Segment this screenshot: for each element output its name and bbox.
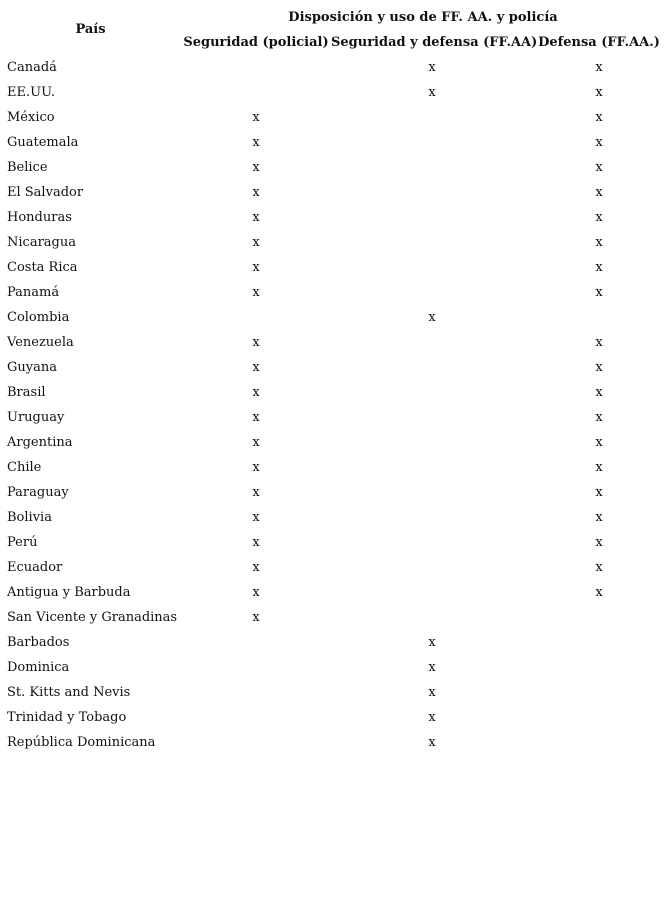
mark-seguridad: x — [252, 610, 260, 625]
mark-seguridad: x — [252, 435, 260, 450]
mark-seguridad-defensa: x — [428, 85, 436, 100]
mark-defensa — [533, 605, 665, 630]
mark-seguridad-defensa: x — [428, 710, 436, 725]
table-row — [0, 280, 665, 305]
mark-seguridad-defensa — [331, 505, 533, 530]
mark-seguridad: x — [252, 385, 260, 400]
mark-seguridad: x — [252, 210, 260, 225]
country-name: Perú — [7, 535, 38, 550]
country-name: San Vicente y Granadinas — [7, 610, 178, 625]
column-header-seguridad-defensa: Seguridad y defensa (FF.AA) — [331, 35, 538, 50]
country-column-header: País — [75, 22, 106, 37]
mark-seguridad — [181, 730, 331, 755]
table-row — [0, 430, 665, 455]
mark-seguridad-defensa — [331, 605, 533, 630]
mark-defensa: x — [595, 335, 603, 350]
mark-seguridad — [181, 80, 331, 105]
group-column-header: Disposición y uso de FF. AA. y policía — [288, 9, 558, 25]
country-name: Honduras — [7, 210, 72, 225]
mark-seguridad-defensa — [331, 280, 533, 305]
mark-seguridad-defensa: x — [428, 660, 436, 675]
country-name: Colombia — [7, 310, 70, 325]
mark-seguridad-defensa: x — [428, 635, 436, 650]
mark-seguridad — [181, 305, 331, 330]
country-name: Chile — [7, 460, 42, 475]
table-row — [0, 330, 665, 355]
mark-seguridad: x — [252, 585, 260, 600]
mark-defensa: x — [595, 435, 603, 450]
table-row — [0, 605, 665, 630]
mark-seguridad — [181, 705, 331, 730]
mark-defensa — [533, 705, 665, 730]
country-name: Canadá — [7, 60, 57, 75]
table-row — [0, 480, 665, 505]
mark-seguridad: x — [252, 110, 260, 125]
mark-defensa — [533, 655, 665, 680]
mark-defensa — [533, 630, 665, 655]
header-row-group — [0, 4, 665, 30]
mark-seguridad — [181, 55, 331, 80]
mark-defensa — [533, 730, 665, 755]
table-row — [0, 555, 665, 580]
table-row — [0, 80, 665, 105]
country-name: Guatemala — [7, 135, 79, 150]
country-name: Guyana — [7, 360, 57, 375]
table-row — [0, 580, 665, 605]
mark-seguridad: x — [252, 285, 260, 300]
table-row — [0, 505, 665, 530]
mark-seguridad-defensa — [331, 455, 533, 480]
mark-defensa: x — [595, 385, 603, 400]
table-row — [0, 55, 665, 80]
mark-seguridad: x — [252, 410, 260, 425]
mark-seguridad-defensa — [331, 180, 533, 205]
mark-seguridad: x — [252, 535, 260, 550]
table-row — [0, 205, 665, 230]
mark-seguridad: x — [252, 185, 260, 200]
mark-defensa — [533, 680, 665, 705]
mark-seguridad-defensa — [331, 405, 533, 430]
mark-seguridad-defensa — [331, 355, 533, 380]
country-name: EE.UU. — [7, 85, 55, 100]
mark-defensa: x — [595, 285, 603, 300]
mark-seguridad: x — [252, 135, 260, 150]
mark-seguridad-defensa — [331, 430, 533, 455]
table-row — [0, 730, 665, 755]
mark-defensa: x — [595, 260, 603, 275]
mark-seguridad-defensa: x — [428, 310, 436, 325]
table-row — [0, 130, 665, 155]
mark-defensa: x — [595, 235, 603, 250]
country-name: Uruguay — [7, 410, 65, 425]
mark-defensa: x — [595, 160, 603, 175]
table-row — [0, 530, 665, 555]
table-header — [0, 4, 665, 55]
country-name: Panamá — [7, 285, 60, 300]
mark-seguridad-defensa — [331, 155, 533, 180]
table-row — [0, 705, 665, 730]
mark-seguridad: x — [252, 560, 260, 575]
mark-seguridad-defensa: x — [428, 685, 436, 700]
table-row — [0, 105, 665, 130]
table-row — [0, 180, 665, 205]
country-name: Ecuador — [7, 560, 63, 575]
country-name: Antigua y Barbuda — [7, 585, 131, 600]
country-name: República Dominicana — [7, 735, 156, 750]
mark-defensa: x — [595, 135, 603, 150]
mark-defensa: x — [595, 510, 603, 525]
country-name: Venezuela — [7, 335, 74, 350]
mark-seguridad-defensa — [331, 105, 533, 130]
mark-seguridad-defensa — [331, 255, 533, 280]
mark-seguridad-defensa — [331, 205, 533, 230]
country-name: Dominica — [7, 660, 70, 675]
table-row — [0, 305, 665, 330]
country-name: Costa Rica — [7, 260, 78, 275]
table-row — [0, 455, 665, 480]
mark-seguridad: x — [252, 160, 260, 175]
mark-defensa: x — [595, 410, 603, 425]
mark-seguridad-defensa: x — [428, 60, 436, 75]
mark-seguridad: x — [252, 485, 260, 500]
mark-seguridad — [181, 655, 331, 680]
mark-defensa: x — [595, 560, 603, 575]
mark-seguridad-defensa — [331, 580, 533, 605]
forces-usage-table — [0, 4, 665, 755]
mark-seguridad: x — [252, 360, 260, 375]
mark-seguridad-defensa — [331, 380, 533, 405]
mark-seguridad-defensa — [331, 130, 533, 155]
mark-defensa: x — [595, 360, 603, 375]
mark-seguridad-defensa — [331, 555, 533, 580]
mark-defensa: x — [595, 210, 603, 225]
mark-seguridad: x — [252, 260, 260, 275]
mark-defensa: x — [595, 60, 603, 75]
column-header-defensa: Defensa (FF.AA.) — [538, 35, 660, 50]
mark-seguridad — [181, 680, 331, 705]
table-row — [0, 630, 665, 655]
mark-seguridad: x — [252, 510, 260, 525]
table-row — [0, 230, 665, 255]
mark-seguridad-defensa — [331, 480, 533, 505]
mark-seguridad-defensa — [331, 230, 533, 255]
table-row — [0, 655, 665, 680]
table-row — [0, 255, 665, 280]
country-name: Belice — [7, 160, 48, 175]
mark-defensa: x — [595, 110, 603, 125]
country-name: Argentina — [7, 435, 73, 450]
column-header-seguridad: Seguridad (policial) — [183, 35, 329, 50]
table-row — [0, 405, 665, 430]
mark-defensa: x — [595, 485, 603, 500]
table-row — [0, 155, 665, 180]
country-name: Nicaragua — [7, 235, 76, 250]
mark-seguridad-defensa — [331, 530, 533, 555]
mark-seguridad: x — [252, 235, 260, 250]
country-name: México — [7, 110, 55, 125]
table-row — [0, 355, 665, 380]
mark-seguridad-defensa — [331, 330, 533, 355]
table-body — [0, 55, 665, 755]
mark-defensa: x — [595, 85, 603, 100]
country-name: Trinidad y Tobago — [7, 710, 127, 725]
table-row — [0, 380, 665, 405]
country-name: Barbados — [7, 635, 70, 650]
mark-seguridad — [181, 630, 331, 655]
country-name: Paraguay — [7, 485, 69, 500]
mark-defensa: x — [595, 535, 603, 550]
mark-defensa — [533, 305, 665, 330]
table-row — [0, 680, 665, 705]
country-name: El Salvador — [7, 185, 84, 200]
mark-seguridad: x — [252, 335, 260, 350]
country-name: St. Kitts and Nevis — [7, 685, 131, 700]
mark-defensa: x — [595, 585, 603, 600]
mark-seguridad-defensa: x — [428, 735, 436, 750]
country-name: Bolivia — [7, 510, 52, 525]
mark-defensa: x — [595, 185, 603, 200]
mark-seguridad: x — [252, 460, 260, 475]
mark-defensa: x — [595, 460, 603, 475]
country-name: Brasil — [7, 385, 46, 400]
